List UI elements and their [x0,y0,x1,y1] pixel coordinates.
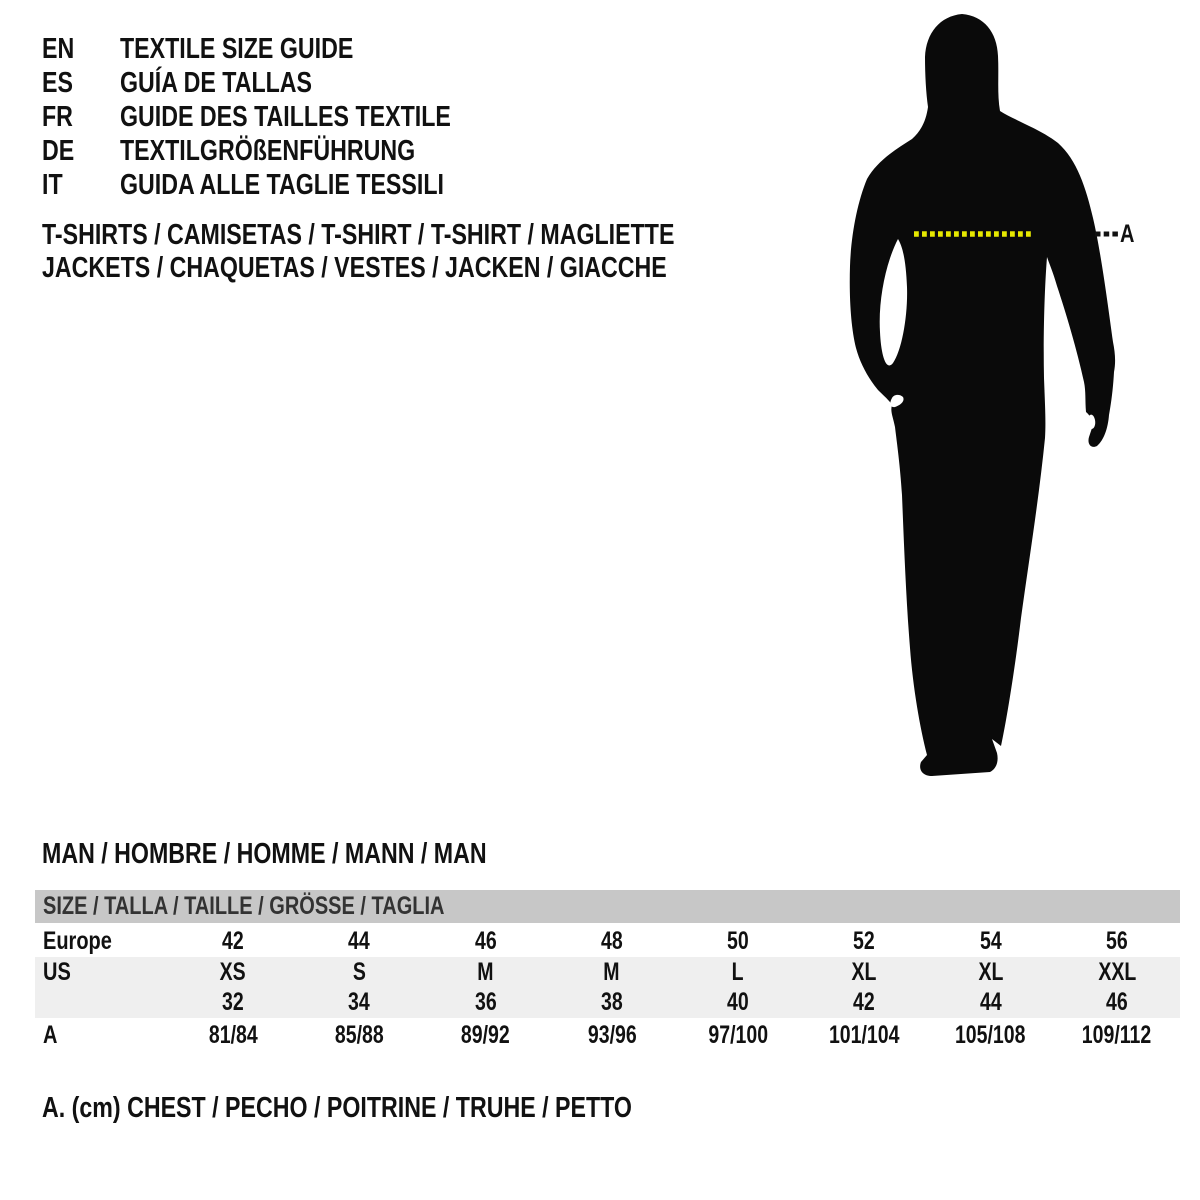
table-cell: 56 [1106,926,1128,955]
table-cell: L [732,957,745,986]
table-cell: 101/104 [829,1021,900,1049]
table-cell: 32 [222,988,244,1016]
table-cell: 89/92 [461,1021,511,1049]
table-cell: 109/112 [1082,1021,1152,1049]
table-cell: XS [220,957,247,986]
size-table-header: SIZE / TALLA / TAILLE / GRÖSSE / TAGLIA [35,890,1180,923]
language-title: GUIDA ALLE TAGLIE TESSILI [120,169,444,201]
row-label: A [43,1021,58,1049]
table-cell: M [603,957,620,986]
language-row-fr [42,100,534,134]
table-cell: 93/96 [587,1021,637,1049]
table-cell: 42 [853,988,876,1016]
product-line-jackets: JACKETS / CHAQUETAS / VESTES / JACKEN / GIACCHE [42,252,667,284]
table-row-europe [35,925,1180,957]
table-cell: 85/88 [334,1021,384,1049]
table-cell: 36 [474,988,497,1016]
language-title: GUÍA DE TALLAS [120,67,313,99]
table-cell: 105/108 [955,1021,1026,1049]
table-row-us [35,957,1180,987]
language-title-list [42,32,534,202]
row-label: Europe [43,926,112,955]
table-cell: 38 [601,988,623,1016]
language-row-en [42,32,534,66]
row-label: US [43,957,71,986]
table-cell: 48 [601,926,623,955]
language-row-es [42,66,534,100]
table-row-chest-a [35,1018,1180,1053]
table-cell: 50 [727,926,749,955]
language-title: GUIDE DES TAILLES TEXTILE [120,101,451,133]
table-cell: 54 [979,926,1002,955]
product-line-tshirts: T-SHIRTS / CAMISETAS / T-SHIRT / T-SHIRT / MAGLIETTE [42,219,675,251]
language-code: ES [42,67,73,99]
table-cell: 97/100 [708,1021,768,1049]
table-row-us-numeric [35,987,1180,1018]
table-cell: XXL [1097,957,1136,986]
size-table [35,890,1180,1053]
table-cell: 42 [222,926,244,955]
section-title-man: MAN / HOMBRE / HOMME / MANN / MAN [42,838,487,870]
measurement-a-label [1120,220,1138,249]
table-cell: 34 [348,988,371,1016]
table-cell: XL [851,957,877,986]
table-cell: 52 [853,926,876,955]
language-code: FR [42,101,73,133]
table-cell: 40 [727,988,749,1016]
language-code: DE [42,135,75,167]
measurement-a-label-text: A [1120,220,1135,248]
table-cell: 46 [474,926,497,955]
table-cell: XL [978,957,1004,986]
table-cell: S [352,957,366,986]
language-row-de [42,134,534,168]
table-cell: 44 [979,988,1002,1016]
table-cell: 81/84 [208,1021,258,1049]
row-label [35,988,170,1017]
measurement-footnote: A. (cm) CHEST / PECHO / POITRINE / TRUHE / PETTO [42,1092,632,1124]
language-row-it [42,168,534,202]
language-title: TEXTILE SIZE GUIDE [120,33,354,65]
product-categories [42,219,833,285]
table-cell: M [477,957,494,986]
man-silhouette [850,14,1115,776]
table-cell: 44 [348,926,371,955]
language-title: TEXTILGRÖßENFÜHRUNG [120,135,416,167]
language-code: IT [42,169,63,201]
language-code: EN [42,33,75,65]
table-cell: 46 [1106,988,1128,1016]
